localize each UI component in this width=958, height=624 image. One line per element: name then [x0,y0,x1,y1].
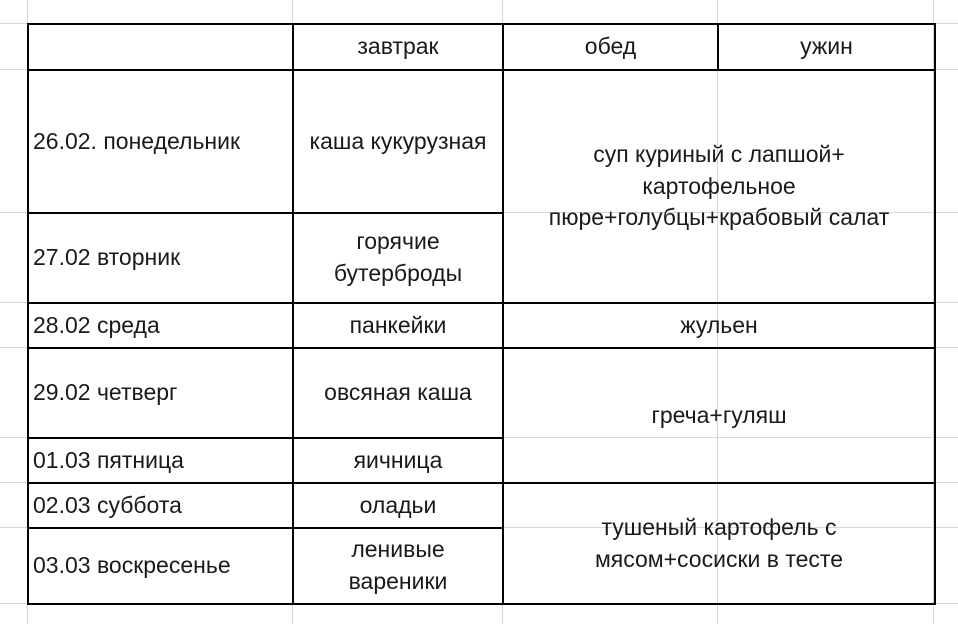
breakfast-cell[interactable]: панкейки [293,303,503,348]
lunch-dinner-cell[interactable]: тушеный картофель с мясом+сосиски в тесте [503,483,935,604]
header-cell-dinner[interactable]: ужин [718,24,935,70]
day-cell[interactable]: 01.03 пятница [28,438,293,483]
day-cell[interactable]: 28.02 среда [28,303,293,348]
table-row [28,348,935,438]
day-cell[interactable]: 26.02. понедельник [28,70,293,213]
breakfast-cell[interactable]: каша кукурузная [293,70,503,213]
lunch-dinner-cell[interactable]: жульен [503,303,935,348]
breakfast-cell[interactable]: яичница [293,438,503,483]
breakfast-cell[interactable]: ленивые вареники [293,528,503,604]
day-cell[interactable]: 03.03 воскресенье [28,528,293,604]
breakfast-cell[interactable]: овсяная каша [293,348,503,438]
lunch-dinner-cell[interactable]: суп куриный с лапшой+ картофельное пюре+голубцы+крабовый салат [503,70,935,303]
header-cell-lunch[interactable]: обед [503,24,718,70]
header-row [28,24,935,70]
table-row [28,70,935,213]
breakfast-cell[interactable]: оладьи [293,483,503,528]
day-cell[interactable]: 27.02 вторник [28,213,293,303]
day-cell[interactable]: 29.02 четверг [28,348,293,438]
header-cell-breakfast[interactable]: завтрак [293,24,503,70]
meal-plan-table [27,23,936,605]
table-row [28,483,935,528]
day-cell[interactable]: 02.03 суббота [28,483,293,528]
lunch-dinner-cell[interactable]: греча+гуляш [503,348,935,483]
table-row [28,303,935,348]
breakfast-cell[interactable]: горячие бутерброды [293,213,503,303]
header-cell-day[interactable] [28,24,293,70]
